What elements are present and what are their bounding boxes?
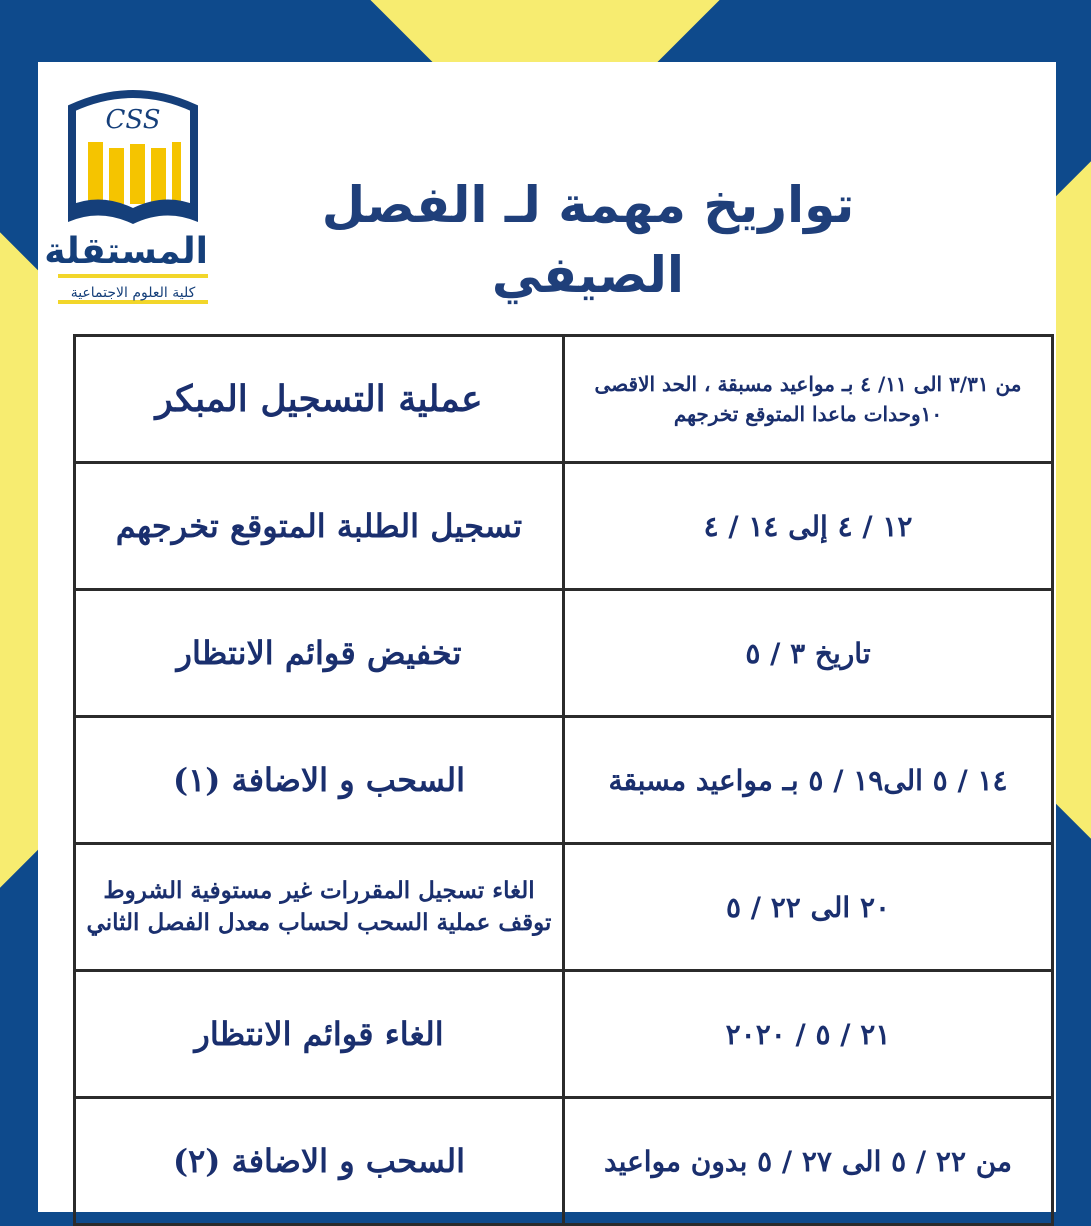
table-row	[75, 717, 1053, 844]
event-cell: تسجيل الطلبة المتوقع تخرجهم	[75, 463, 564, 590]
logo-name: المستقلة	[44, 231, 208, 272]
event-cell: السحب و الاضافة (٢)	[75, 1098, 564, 1225]
event-cell: الغاء تسجيل المقررات غير مستوفية الشروط توقف عملية السحب لحساب معدل الفصل الثاني	[75, 844, 564, 971]
date-cell: من ٣/٣١ الى ١١/ ٤ بـ مواعيد مسبقة ، الحد الاقصى ١٠وحدات ماعدا المتوقع تخرجهم	[564, 336, 1053, 463]
date-cell: ٢٠ الى ٢٢ / ٥	[564, 844, 1053, 971]
college-logo	[44, 84, 208, 334]
event-cell: الغاء قوائم الانتظار	[75, 971, 564, 1098]
table-row	[75, 336, 1053, 463]
table-row	[75, 971, 1053, 1098]
event-cell: عملية التسجيل المبكر	[75, 336, 564, 463]
dates-table	[73, 334, 1054, 1226]
table-row	[75, 463, 1053, 590]
content-card	[38, 62, 1056, 1212]
logo-emblem-icon	[58, 84, 208, 234]
table-row	[75, 1098, 1053, 1225]
table-row	[75, 844, 1053, 971]
date-cell: ١٤ / ٥ الى١٩ / ٥ بـ مواعيد مسبقة	[564, 717, 1053, 844]
date-cell: تاريخ ٣ / ٥	[564, 590, 1053, 717]
event-cell: السحب و الاضافة (١)	[75, 717, 564, 844]
table-row	[75, 590, 1053, 717]
date-cell: ١٢ / ٤ إلى ١٤ / ٤	[564, 463, 1053, 590]
event-cell: تخفيض قوائم الانتظار	[75, 590, 564, 717]
page-title: تواريخ مهمة لـ الفصل الصيفي	[321, 176, 855, 304]
date-cell: من ٢٢ / ٥ الى ٢٧ / ٥ بدون مواعيد	[564, 1098, 1053, 1225]
logo-subtitle: كلية العلوم الاجتماعية	[58, 274, 208, 304]
logo-letters: CSS	[105, 105, 161, 135]
date-cell: ٢١ / ٥ / ٢٠٢٠	[564, 971, 1053, 1098]
